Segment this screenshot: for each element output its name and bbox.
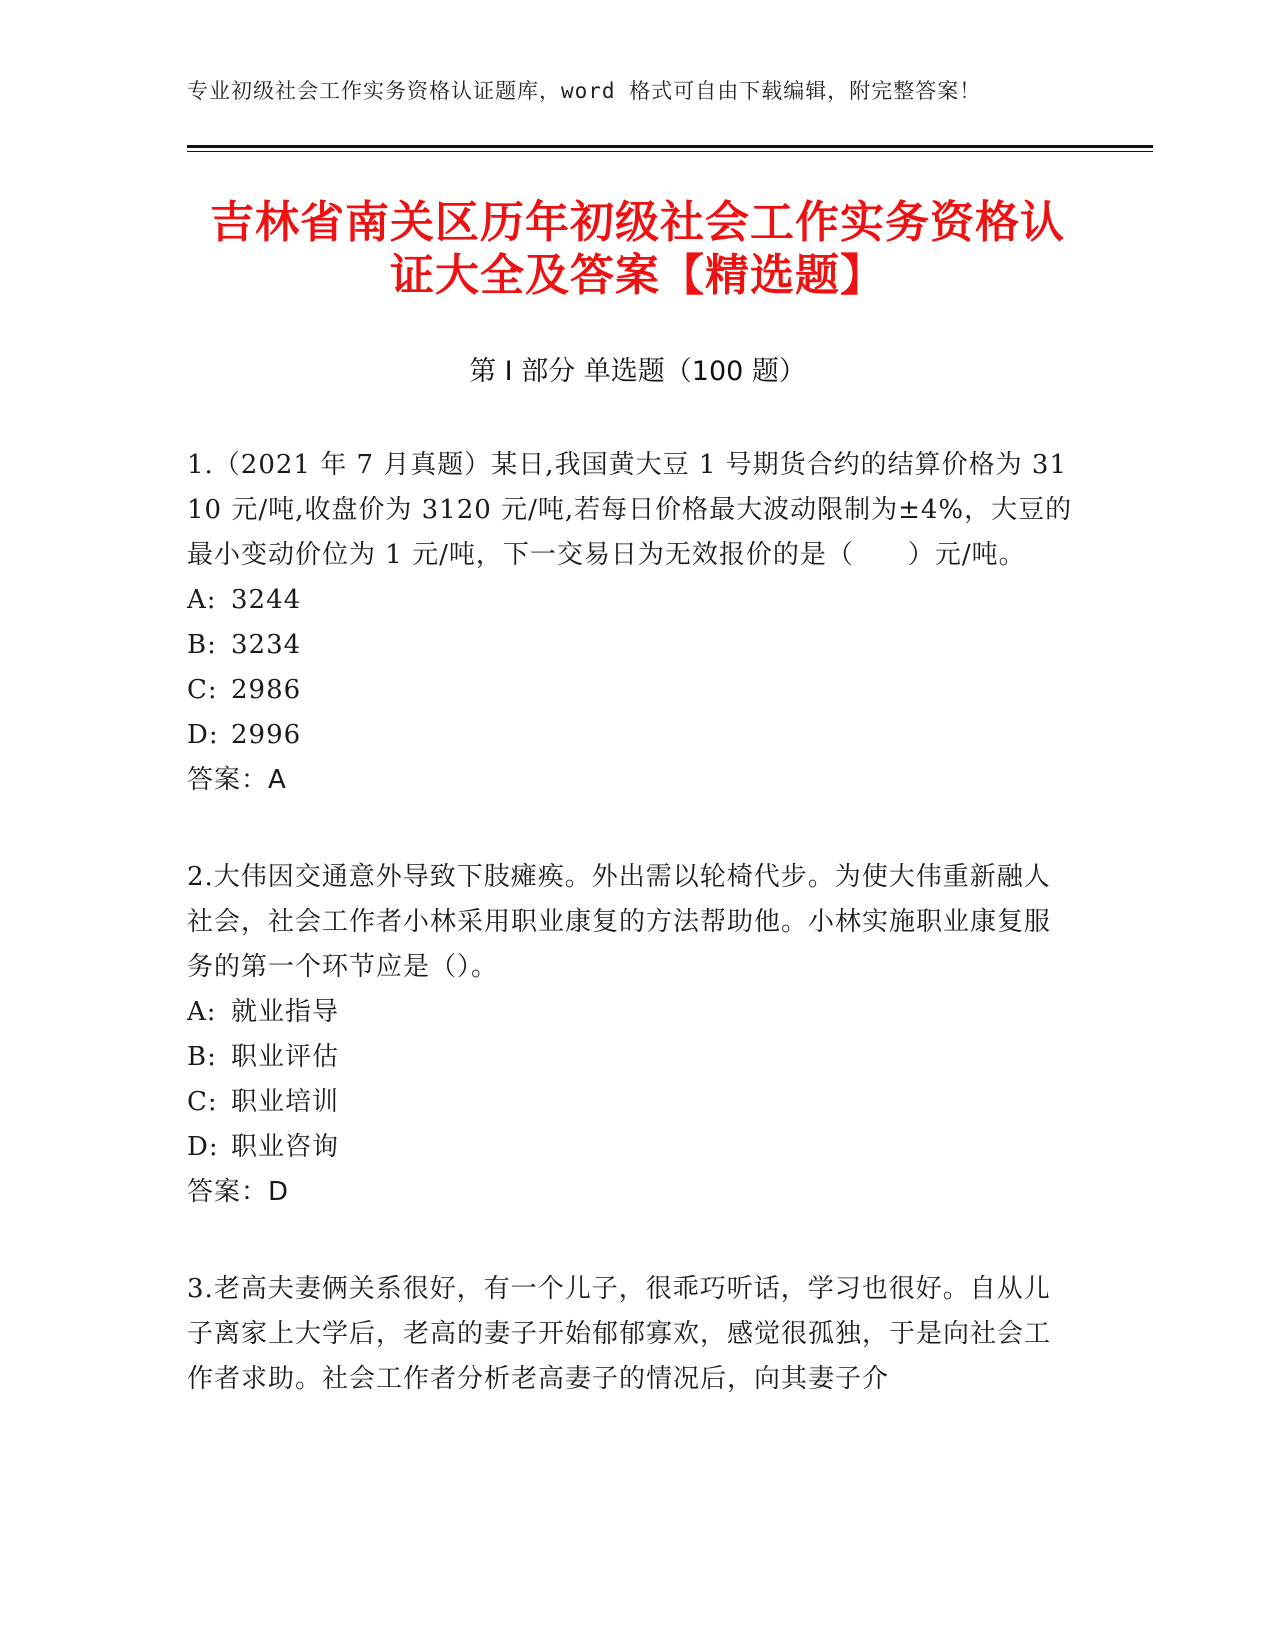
- question-answer: 答案：A: [187, 765, 287, 795]
- option-letter: A:: [187, 997, 217, 1027]
- question-stem: 1.（2021 年 7 月真题）某日,我国黄大豆 1 号期货合约的结算价格为 3110 元/吨,收盘价为 3120 元/吨,若每日价格最大波动限制为±4%，大豆的最小变动价位为 1 元/吨，下一交易日为无效报价的是（ ）元/吨。: [187, 450, 1073, 570]
- question-option-d: [187, 713, 1077, 758]
- document-title: [150, 196, 1125, 302]
- option-text: 2986: [231, 675, 302, 705]
- question-option-c: [187, 1080, 1077, 1125]
- question-option-a: [187, 990, 1077, 1035]
- option-text: 3234: [231, 630, 302, 660]
- question-option-c: [187, 668, 1077, 713]
- option-text: 就业指导: [231, 997, 340, 1027]
- option-letter: A:: [187, 585, 217, 615]
- document-title-line-1: 吉林省南关区历年初级社会工作实务资格认: [210, 197, 1065, 248]
- option-text: 职业培训: [231, 1087, 340, 1117]
- option-letter: C:: [187, 675, 218, 705]
- option-text: 3244: [231, 585, 302, 615]
- document-title-line-2: 证大全及答案【精选题】: [390, 250, 885, 301]
- question-2: [187, 855, 1077, 1215]
- question-option-b: [187, 1035, 1077, 1080]
- option-text: 职业咨询: [231, 1132, 340, 1162]
- header-rule-thick: [187, 145, 1153, 148]
- header-note: 专业初级社会工作实务资格认证题库，word 格式可自由下载编辑，附完整答案！: [187, 79, 982, 103]
- question-list: [187, 443, 1077, 1454]
- question-option-a: [187, 578, 1077, 623]
- question-answer: 答案：D: [187, 1177, 290, 1207]
- question-option-d: [187, 1125, 1077, 1170]
- question-option-b: [187, 623, 1077, 668]
- option-text: 2996: [231, 720, 302, 750]
- option-letter: B:: [187, 1042, 217, 1072]
- section-title: 第 I 部分 单选题（100 题）: [469, 356, 806, 387]
- option-text: 职业评估: [231, 1042, 340, 1072]
- question-1: [187, 443, 1077, 803]
- question-stem: 2.大伟因交通意外导致下肢瘫痪。外出需以轮椅代步。为使大伟重新融人社会，社会工作者小林采用职业康复的方法帮助他。小林实施职业康复服务的第一个环节应是（）。: [187, 862, 1052, 982]
- option-letter: D:: [187, 720, 219, 750]
- question-3: [187, 1267, 1077, 1402]
- option-letter: B:: [187, 630, 217, 660]
- option-letter: D:: [187, 1132, 219, 1162]
- question-stem: 3.老高夫妻俩关系很好，有一个儿子，很乖巧听话，学习也很好。自从儿子离家上大学后，老高的妻子开始郁郁寡欢，感觉很孤独，于是向社会工作者求助。社会工作者分析老高妻子的情况后，向其妻子介: [187, 1274, 1052, 1394]
- option-letter: C:: [187, 1087, 218, 1117]
- header-rule-thin: [187, 151, 1153, 152]
